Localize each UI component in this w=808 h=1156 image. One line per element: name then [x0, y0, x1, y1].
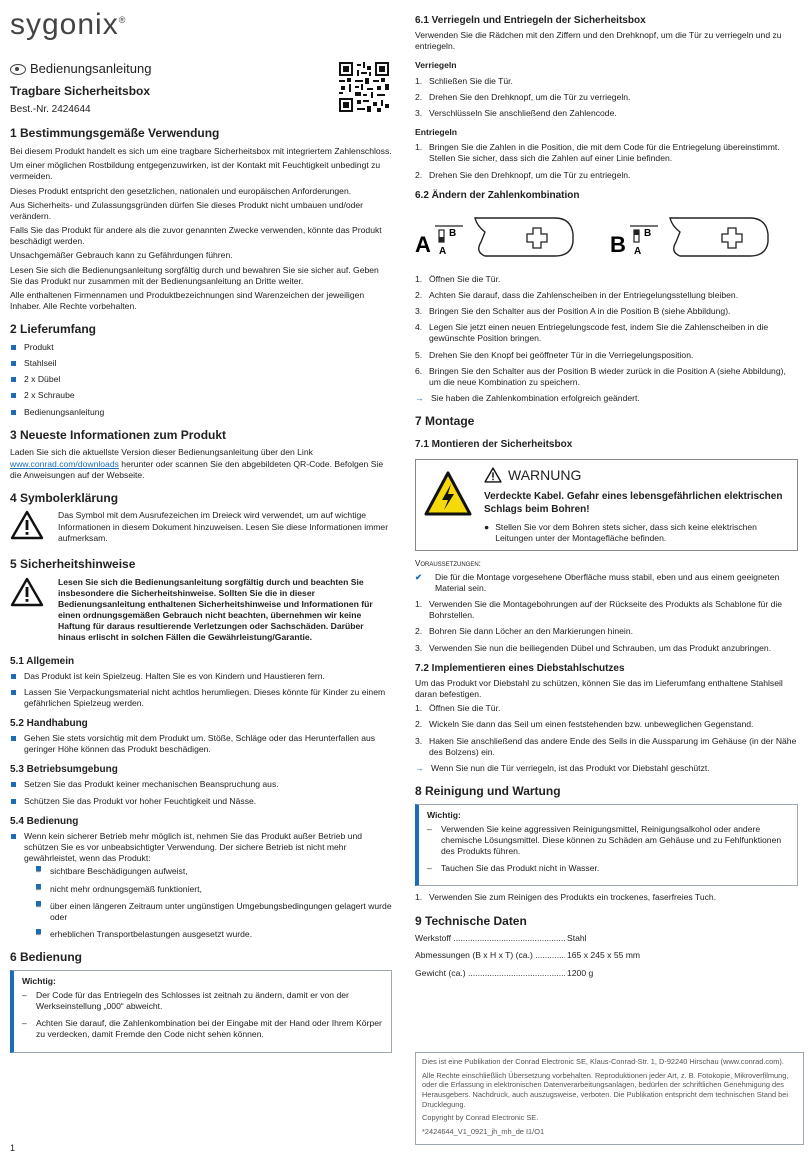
list-item	[10, 831, 392, 940]
download-link[interactable]: www.conrad.com/downloads	[10, 458, 119, 469]
s1-para: Unsachgemäßer Gebrauch kann zu Gefährdungen führen.	[10, 250, 233, 261]
list-item: 2. Drehen Sie den Drehknopf, um die Tür zu verriegeln.	[415, 91, 631, 102]
prerequisites-label: Voraussetzungen:	[415, 559, 481, 569]
s3-text	[10, 447, 392, 481]
s1-para: Dieses Produkt entspricht den gesetzlichen, nationalen und europäischen Anforderungen.	[10, 185, 352, 196]
list-item: Setzen Sie das Produkt keiner mechanischen Beanspruchung aus.	[10, 779, 392, 790]
result-text: Wenn Sie nun die Tür verriegeln, ist das Produkt vor Diebstahl geschützt.	[431, 762, 710, 773]
s72-intro: Um das Produkt vor Diebstahl zu schützen, können Sie das im Lieferumfang enthaltene Stahlseil daran befestigen.	[415, 677, 783, 699]
switch-label-a: A	[439, 245, 447, 257]
cleaning-steps	[415, 892, 798, 903]
table-row	[415, 968, 798, 979]
switch-label-b: B	[449, 227, 457, 239]
list-item: 1. Öffnen Sie die Tür.	[415, 273, 501, 284]
list-item: 1. Verwenden Sie die Montagebohrungen auf der Rückseite des Produkts als Schablone für die Bohrstellen.	[415, 599, 798, 621]
unlock-steps	[415, 142, 798, 181]
list-item: – Tauchen Sie das Produkt nicht in Wasser.	[427, 863, 789, 874]
step-text: Bringen Sie den Schalter aus der Position A in die Position B (siehe Abbildung).	[429, 306, 731, 317]
result-text: Sie haben die Zahlenkombination erfolgreich geändert.	[431, 393, 640, 404]
unlock-title: Entriegeln	[415, 127, 458, 138]
exclamation-triangle-icon	[10, 510, 44, 540]
exclamation-triangle-icon	[10, 577, 44, 607]
left-column	[10, 10, 392, 1053]
prerequisite-item	[415, 572, 798, 594]
step-text: Verschlüsseln Sie anschließend den Zahlencode.	[429, 107, 617, 118]
step-text: Öffnen Sie die Tür.	[429, 703, 501, 714]
warning-content	[480, 460, 797, 551]
s4-text: Das Symbol mit dem Ausrufezeichen im Dreieck wird verwendet, um auf wichtige Informationen in diesem Dokument hinzuweisen. Lesen Sie diese Informationen immer aufmerksam.	[58, 510, 389, 543]
list-item: 3. Haken Sie anschließend das andere Ende des Seils in die Aussparung im Gehäuse (in der Nähe des Bolzens) ein.	[415, 735, 797, 757]
note-title: Wichtig:	[22, 975, 56, 986]
step-text: Drehen Sie den Drehknopf, um die Tür zu entriegeln.	[429, 169, 631, 180]
arrow-right-icon: →	[415, 393, 424, 404]
section-3-heading: 3 Neueste Informationen zum Produkt	[10, 427, 227, 442]
theft-protection-steps	[415, 703, 798, 758]
section-5-1-heading: 5.1 Allgemein	[10, 655, 75, 667]
step-text: Bringen Sie die Zahlen in die Position, die mit dem Code für die Entriegelung übereinstimmt. Stellen Sie sicher, dass sich die Zahlen auf einer Linie befinden.	[429, 142, 780, 164]
list-item: Das Produkt ist kein Spielzeug. Halten Sie es von Kindern und Haustieren fern.	[10, 671, 392, 682]
electric-hazard-icon	[424, 470, 472, 518]
warning-item	[484, 522, 789, 544]
spec-value: 165 x 245 x 55 mm	[567, 950, 641, 961]
s1-para: Bei diesem Produkt handelt es sich um eine tragbare Sicherheitsbox mit integriertem Zahlenschloss.	[10, 146, 392, 157]
section-5-4-heading: 5.4 Bedienung	[10, 815, 79, 827]
list-item: 2 x Dübel	[10, 374, 392, 385]
important-note-box	[415, 804, 798, 887]
section-9-heading: 9 Technische Daten	[415, 913, 527, 928]
s1-para: Um einer möglichen Rostbildung entgegenzuwirken, ist der Kontakt mit Feuchtigkeit unbedingt zu vermeiden.	[10, 160, 381, 182]
section-4-heading: 4 Symbolerklärung	[10, 490, 119, 505]
list-item: Bedienungsanleitung	[10, 407, 392, 418]
s1-para: Falls Sie das Produkt für andere als die zuvor genannten Zwecke verwenden, könnte das Produkt beschädigt werden.	[10, 225, 382, 247]
table-row	[415, 950, 798, 961]
list-item: 3. Verwenden Sie nun die beiliegenden Dübel und Schrauben, um das Produkt anzubringen.	[415, 642, 772, 653]
switch-label-b: B	[644, 227, 652, 239]
result-line	[415, 763, 798, 774]
figure-label-a: A	[415, 231, 431, 257]
section-5-3-heading: 5.3 Betriebsumgebung	[10, 764, 118, 776]
doc-type: Bedienungsanleitung	[30, 61, 152, 76]
change-code-steps	[415, 274, 798, 388]
order-number: Best.-Nr. 2424644	[10, 104, 91, 116]
doc-type-row	[10, 61, 392, 78]
list-item: Produkt	[10, 342, 392, 353]
spec-key: Abmessungen (B x H x T) (ca.) .....	[415, 950, 565, 961]
list-item: 3. Verschlüsseln Sie anschließend den Zahlencode.	[415, 107, 617, 118]
s54-item-text: Wenn kein sicherer Betrieb mehr möglich ist, nehmen Sie das Produkt außer Betrieb und schützen Sie es vor unbeabsichtigter Verwendung. Der sichere Betrieb ist nicht mehr gewährleistet, wenn das Produkt:	[24, 830, 363, 864]
list-item: – über einen längeren Zeitraum unter ungünstigen Umgebungsbedingungen gelagert wurde oder	[36, 901, 392, 923]
arrow-right-icon: →	[415, 762, 424, 773]
mounting-steps	[415, 599, 798, 654]
list-item: 3. Bringen Sie den Schalter aus der Position A in die Position B (siehe Abbildung).	[415, 306, 731, 317]
table-row	[415, 933, 798, 944]
note-title: Wichtig:	[427, 809, 461, 820]
step-text: Verwenden Sie zum Reinigen des Produkts ein trockenes, faserfreies Tuch.	[429, 892, 717, 903]
list-item: 6. Bringen Sie den Schalter aus der Position B wieder zurück in die Position A (siehe Abbildung), um die neue Kombination zu speichern.	[415, 366, 798, 388]
switch-position-a-figure	[415, 212, 590, 260]
spec-value: Stahl	[567, 933, 587, 944]
figure-label-b: B	[610, 231, 626, 257]
note-list	[22, 990, 383, 1041]
result-line	[415, 393, 798, 404]
spec-value: 1200 g	[567, 967, 594, 978]
lock-title: Verriegeln	[415, 60, 457, 71]
list-item: 1. Bringen Sie die Zahlen in die Position, die mit dem Code für die Entriegelung übereinstimmt. Stellen Sie sicher, dass sich die Zahlen auf einer Linie befinden.	[415, 142, 798, 164]
section-7-1-heading: 7.1 Montieren der Sicherheitsbox	[415, 438, 573, 450]
switch-position-b-figure	[610, 212, 785, 260]
s3-text-after: herunter oder scannen Sie den abgebildeten QR-Code. Befolgen Sie die Anweisungen auf der Webseite.	[10, 458, 384, 480]
bullet-dot-icon: ●	[484, 522, 490, 533]
qr-code-icon[interactable]	[339, 62, 389, 112]
list-item: – Achten Sie darauf, die Zahlenkombination bei der Eingabe mit der Hand oder Ihrem Körper zu verdecken, damit Fremde den Code nicht sehen können.	[22, 1018, 383, 1040]
list-item: 2. Drehen Sie den Drehknopf, um die Tür zu entriegeln.	[415, 169, 631, 180]
s54-list	[10, 831, 392, 940]
section-6-heading: 6 Bedienung	[10, 950, 83, 965]
s1-para: Aus Sicherheits- und Zulassungsgründen dürfen Sie dieses Produkt nicht umbauen und/oder verändern.	[10, 199, 364, 221]
switch-diagram	[415, 212, 798, 260]
spec-key: Werkstoff .....	[415, 933, 565, 944]
exclamation-triangle-icon	[484, 467, 502, 483]
section-7-heading: 7 Montage	[415, 414, 475, 429]
step-text: Drehen Sie den Drehknopf, um die Tür zu verriegeln.	[429, 91, 631, 102]
warning-title: WARNUNG	[508, 466, 582, 483]
step-text: Drehen Sie den Knopf bei geöffneter Tür in die Verriegelungsposition.	[429, 349, 694, 360]
list-item: – Der Code für das Entriegeln des Schlosses ist zeitnah zu ändern, damit er von der Werkseinstellung „000“ abweicht.	[22, 990, 383, 1012]
list-item: 1. Schließen Sie die Tür.	[415, 75, 513, 86]
s52-list	[10, 733, 392, 755]
eye-icon	[10, 64, 26, 75]
list-item: – erheblichen Transportbelastungen ausgesetzt wurde.	[36, 929, 392, 940]
symbol-explanation	[10, 510, 392, 547]
list-item: – Verwenden Sie keine aggressiven Reinigungsmittel, Reinigungsalkohol oder andere chemische Lösungsmittel. Diese können zu Schäden am Gehäuse und zu Fehlfunktionen des Produkts führen.	[427, 824, 789, 858]
note-list	[427, 824, 789, 875]
brand-logo: sygonix®	[10, 8, 127, 41]
imprint-line: Copyright by Conrad Electronic SE.	[422, 1113, 539, 1123]
warning-item-text: Stellen Sie vor dem Bohren stets sicher, dass sich keine elektrischen Leitungen unter der Montagefläche befinden.	[495, 522, 757, 544]
s53-list	[10, 779, 392, 806]
section-7-2-heading: 7.2 Implementieren eines Diebstahlschutzes	[415, 662, 625, 674]
step-text: Öffnen Sie die Tür.	[429, 273, 501, 284]
list-item: Lassen Sie Verpackungsmaterial nicht achtlos herumliegen. Dieses könnte für Kinder zu einem gefährlichen Spielzeug werden.	[10, 687, 392, 709]
section-6-1-heading: 6.1 Verriegeln und Entriegeln der Sicherheitsbox	[415, 15, 646, 26]
list-item: 2. Bohren Sie dann Löcher an den Markierungen hinein.	[415, 626, 634, 637]
list-item: 2. Achten Sie darauf, dass die Zahlenscheiben in der Entriegelungsstellung bleiben.	[415, 289, 739, 300]
s51-list	[10, 671, 392, 710]
s54-sublist	[24, 866, 392, 940]
list-item: 2 x Schraube	[10, 390, 392, 401]
right-column	[415, 10, 798, 985]
lock-steps	[415, 76, 798, 120]
s3-text-before: Laden Sie sich die aktuellste Version dieser Bedienungsanleitung über den Link	[10, 447, 313, 458]
list-item: Schützen Sie das Produkt vor hoher Feuchtigkeit und Nässe.	[10, 796, 392, 807]
imprint-line: *2424644_V1_0921_jh_mh_de I1/O1	[422, 1126, 545, 1136]
prerequisite-text: Die für die Montage vorgesehene Oberfläche muss stabil, eben und aus einem geeigneten Material sein.	[435, 571, 780, 593]
step-text: Haken Sie anschließend das andere Ende des Seils in die Aussparung im Gehäuse (in der Nähe des Bolzens) ein.	[429, 735, 797, 757]
step-text: Wickeln Sie dann das Seil um einen feststehenden bzw. unbeweglichen Gegenstand.	[429, 719, 754, 730]
list-item: 1. Öffnen Sie die Tür.	[415, 703, 501, 714]
s61-intro: Verwenden Sie die Rädchen mit den Ziffern und den Drehknopf, um die Tür zu verriegeln und zu entriegeln.	[415, 30, 782, 52]
switch-label-a: A	[634, 245, 642, 257]
section-5-heading: 5 Sicherheitshinweise	[10, 556, 136, 571]
step-text: Verwenden Sie nun die beiliegenden Dübel und Schrauben, um das Produkt anzubringen.	[429, 642, 772, 653]
section-5-2-heading: 5.2 Handhabung	[10, 718, 88, 730]
section-2-heading: 2 Lieferumfang	[10, 322, 97, 337]
imprint-line: Alle Rechte einschließlich Übersetzung vorbehalten. Reproduktionen jeder Art, z. B. Fotokopie, Mikroverfilmung, oder die Erfassung in elektronischen Datenverarbeitungsanlagen, bedürfen der schriftlichen Genehmigung des Herausgebers. Nachdruck, auch auszugsweise, verboten. Die Publikation entspricht dem technischen Stand bei Drucklegung.	[422, 1070, 789, 1109]
s5-intro: Lesen Sie sich die Bedienungsanleitung sorgfältig durch und beachten Sie insbesondere die Sicherheitshinweise. Sollten Sie die in dieser Bedienungsanleitung enthaltenen Sicherheitshinweise und Informationen für einen ordnungsgemäßen Gebrauch nicht beachten, übernehmen wir keine Haftung für daraus resultierende Verletzungen oder Sachschäden. Darüber hinaus erlischt in solchen Fällen die Gewährleistung/Garantie.	[58, 576, 373, 643]
step-text: Bringen Sie den Schalter aus der Position B wieder zurück in die Position A (siehe Abbildung), um die neue Kombination zu speichern.	[429, 365, 786, 387]
imprint-line: Dies ist eine Publikation der Conrad Electronic SE, Klaus-Conrad-Str. 1, D-92240 Hirschau (www.conrad.com).	[422, 1057, 784, 1066]
package-contents-list	[10, 342, 392, 418]
section-6-2-heading: 6.2 Ändern der Zahlenkombination	[415, 189, 580, 201]
list-item: 2. Wickeln Sie dann das Seil um einen feststehenden bzw. unbeweglichen Gegenstand.	[415, 719, 754, 730]
product-title: Tragbare Sicherheitsbox	[10, 83, 151, 98]
list-item: 5. Drehen Sie den Knopf bei geöffneter Tür in die Verriegelungsposition.	[415, 349, 694, 360]
step-text: Schließen Sie die Tür.	[429, 75, 513, 86]
step-text: Achten Sie darauf, dass die Zahlenscheiben in der Entriegelungsstellung bleiben.	[429, 289, 739, 300]
page-number: 1	[10, 1143, 16, 1153]
s1-para: Lesen Sie sich die Bedienungsanleitung sorgfältig durch und bewahren Sie sie sicher auf. Geben Sie das Produkt nur zusammen mit der Bedienungsanleitung an Dritte weiter.	[10, 264, 379, 286]
step-text: Verwenden Sie die Montagebohrungen auf der Rückseite des Produkts als Schablone für die Bohrstellen.	[429, 599, 783, 621]
spec-key: Gewicht (ca.) .....	[415, 968, 565, 979]
step-text: Bohren Sie dann Löcher an den Markierungen hinein.	[429, 626, 634, 637]
step-text: Legen Sie jetzt einen neuen Entriegelungscode fest, indem Sie die Zahlenscheiben in die gewünschte Position bringen.	[429, 322, 769, 344]
tech-data-table	[415, 933, 798, 979]
s1-para: Alle enthaltenen Firmennamen und Produktbezeichnungen sind Warenzeichen der jeweiligen Inhaber. Alle Rechte vorbehalten.	[10, 289, 365, 312]
list-item: – sichtbare Beschädigungen aufweist,	[36, 866, 392, 877]
important-note-box	[10, 970, 392, 1053]
list-item: Gehen Sie stets vorsichtig mit dem Produkt um. Stöße, Schläge oder das Herunterfallen aus geringer Höhe können das Produkt beschädigen.	[10, 733, 392, 755]
section-1-heading: 1 Bestimmungsgemäße Verwendung	[10, 126, 220, 141]
warning-strong: Verdeckte Kabel. Gefahr eines lebensgefährlichen elektrischen Schlags beim Bohren!	[484, 491, 783, 516]
list-item: – nicht mehr ordnungsgemäß funktioniert,	[36, 884, 392, 895]
section-8-heading: 8 Reinigung und Wartung	[415, 784, 561, 799]
list-item: Stahlseil	[10, 358, 392, 369]
list-item: 4. Legen Sie jetzt einen neuen Entriegelungscode fest, indem Sie die Zahlenscheiben in die gewünschte Position bringen.	[415, 322, 798, 344]
warning-title-row	[484, 466, 789, 484]
safety-intro	[10, 577, 392, 647]
warning-box	[415, 459, 798, 552]
checkmark-icon: ✔	[415, 571, 423, 582]
imprint-box	[415, 1052, 804, 1145]
list-item: 1. Verwenden Sie zum Reinigen des Produkts ein trockenes, faserfreies Tuch.	[415, 892, 717, 903]
